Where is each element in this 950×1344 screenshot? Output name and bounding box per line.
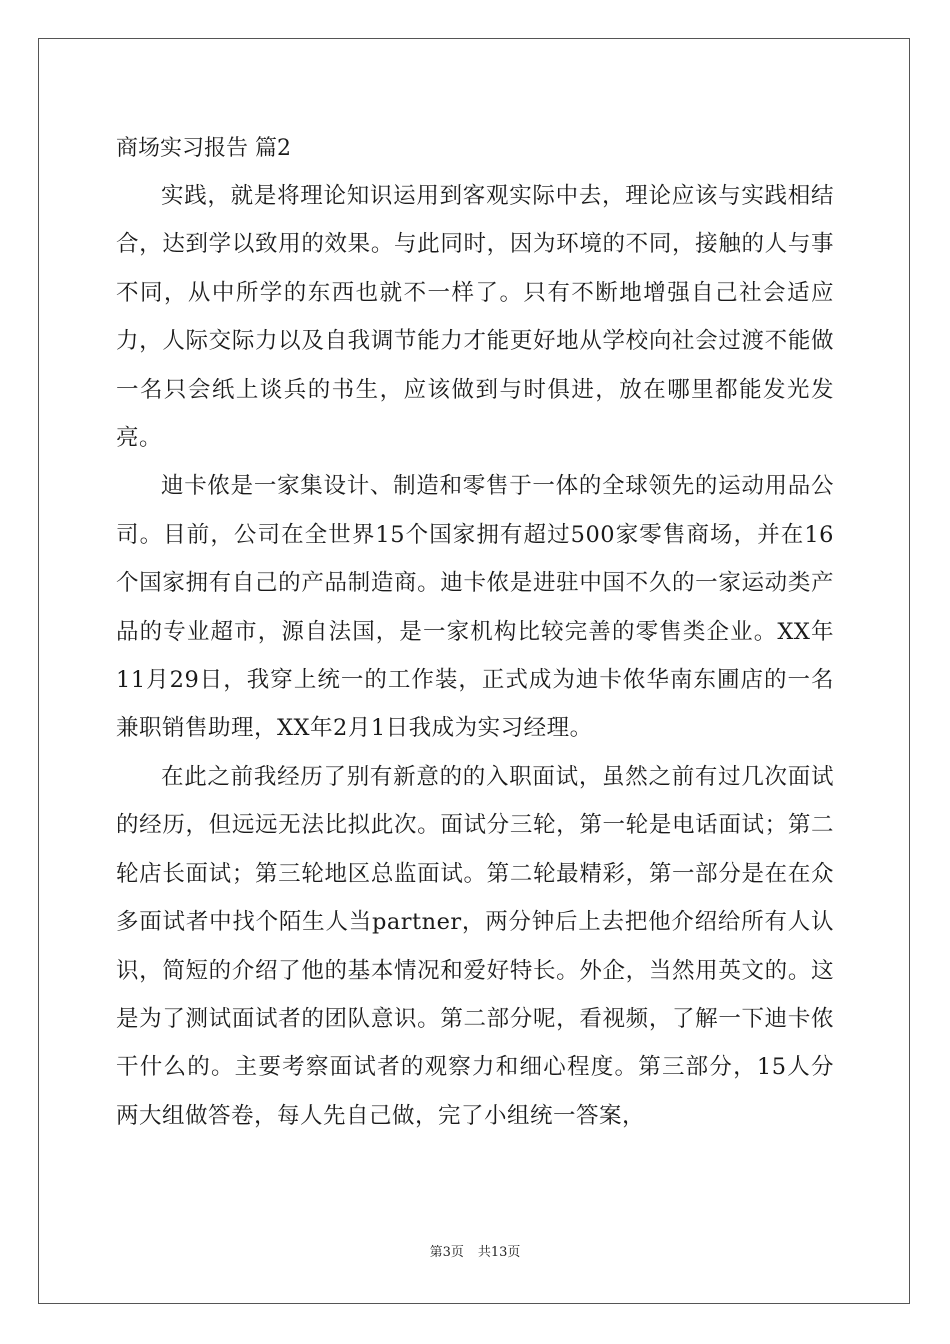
page-total: 共13页 — [477, 1245, 521, 1260]
section-heading: 商场实习报告 篇2 — [116, 136, 291, 161]
page-number: 第3页 — [429, 1245, 464, 1260]
paragraph-1: 实践，就是将理论知识运用到客观实际中去，理论应该与实践相结合，达到学以致用的效果。与此同时，因为环境的不同，接触的人与事不同，从中所学的东西也就不一样了。只有不断地增强自己社会适应力，人际交际力以及自我调节能力才能更好地从学校向社会过渡不能做一名只会纸上谈兵的书生，应该做到与时俱进，放在哪里都能发光发亮。 — [116, 183, 834, 452]
document-body — [116, 126, 834, 1140]
paragraph-2: 迪卡侬是一家集设计、制造和零售于一体的全球领先的运动用品公司。目前，公司在全世界15个国家拥有超过500家零售商场，并在16个国家拥有自己的产品制造商。迪卡侬是进驻中国不久的一家运动类产品的专业超市，源自法国，是一家机构比较完善的零售类企业。XX年11月29日，我穿上统一的工作装，正式成为迪卡侬华南东圃店的一名兼职销售助理，XX年2月1日我成为实习经理。 — [116, 473, 834, 742]
paragraph-3: 在此之前我经历了别有新意的的入职面试，虽然之前有过几次面试的经历，但远远无法比拟此次。面试分三轮，第一轮是电话面试；第二轮店长面试；第三轮地区总监面试。第二轮最精彩，第一部分是在在众多面试者中找个陌生人当partner，两分钟后上去把他介绍给所有人认识，简短的介绍了他的基本情况和爱好特长。外企，当然用英文的。这是为了测试面试者的团队意识。第二部分呢，看视频，了解一下迪卡侬干什么的。主要考察面试者的观察力和细心程度。第三部分，15人分两大组做答卷，每人先自己做，完了小组统一答案， — [116, 763, 834, 1129]
page-footer — [0, 1244, 950, 1262]
